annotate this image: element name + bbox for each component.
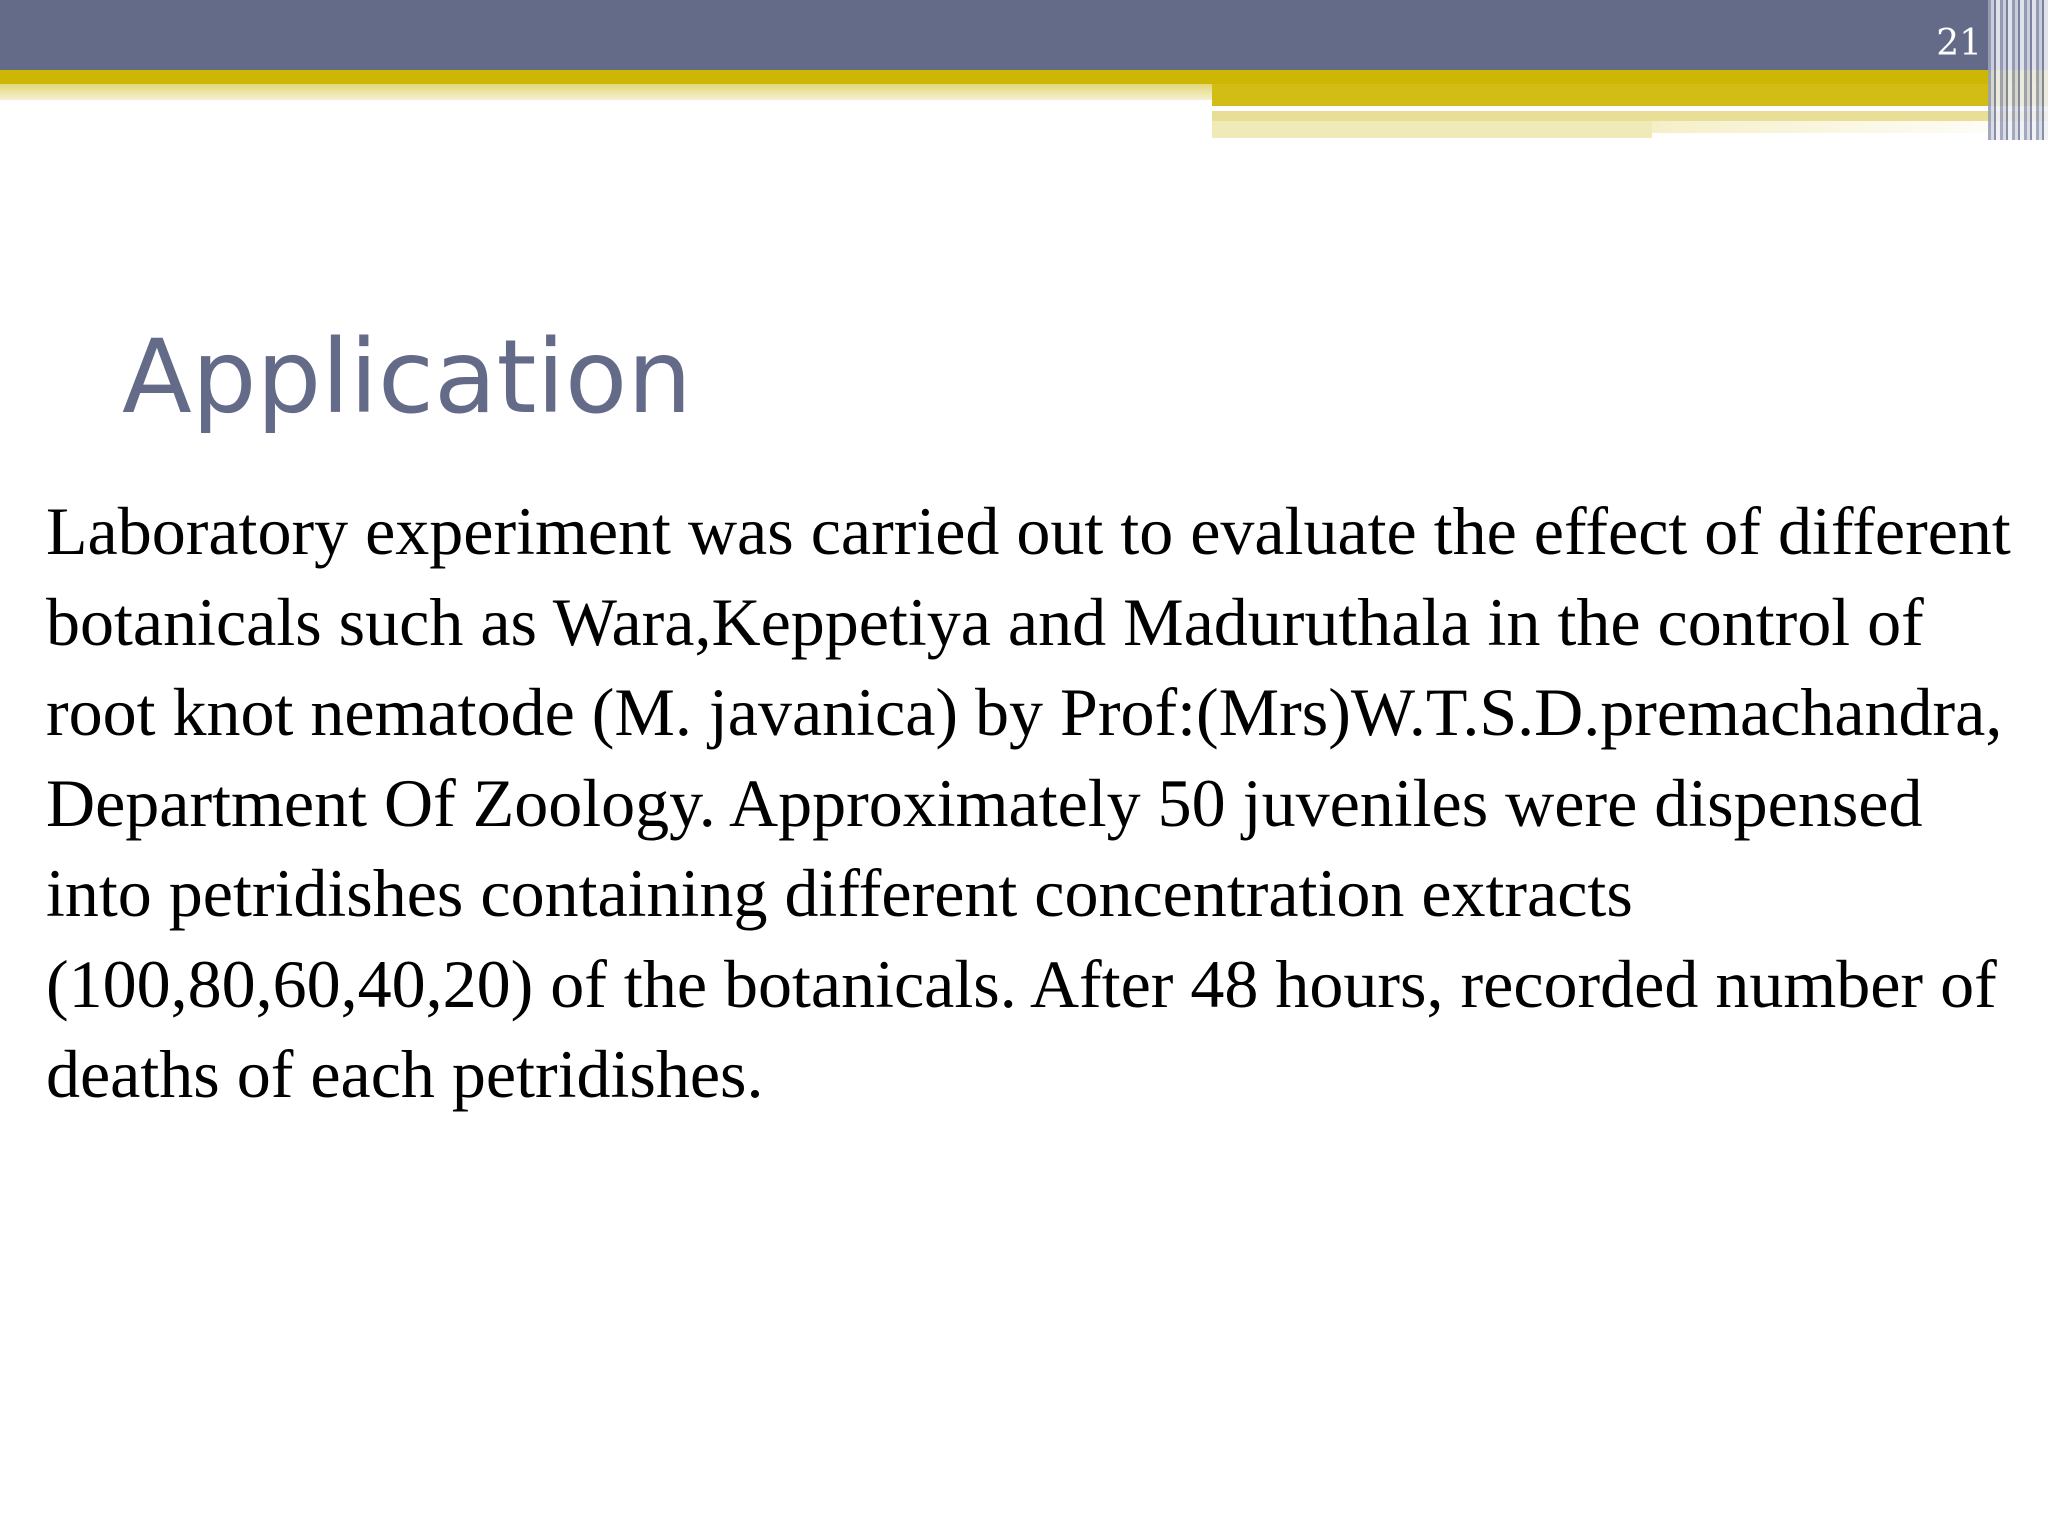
page-number: 21 xyxy=(1936,23,1982,64)
slide-body-text: Laboratory experiment was carried out to evaluate the effect of different botanicals such as Wara,Keppetiya and Maduruthala in the control of root knot nematode (M. javanica) by Prof:(Mrs)W.T.S.D.premachandra, Department Of Zoology. Approximately 50 juveniles were dispensed into petridishes containing different concentration extracts (100,80,60,40,20) of the botanicals. After 48 hours, recorded number of deaths of each petridishes. xyxy=(46,493,2011,1112)
header-accent-band xyxy=(0,70,2048,84)
header-accent-step-light xyxy=(1212,111,2048,121)
header-band xyxy=(0,0,2048,70)
header-accent-step xyxy=(1212,84,2048,106)
decorative-stripes xyxy=(1988,0,2048,140)
slide-title: Application xyxy=(122,318,692,437)
header-accent-step-pale xyxy=(1212,121,1652,138)
header-accent-fade xyxy=(0,84,1212,100)
